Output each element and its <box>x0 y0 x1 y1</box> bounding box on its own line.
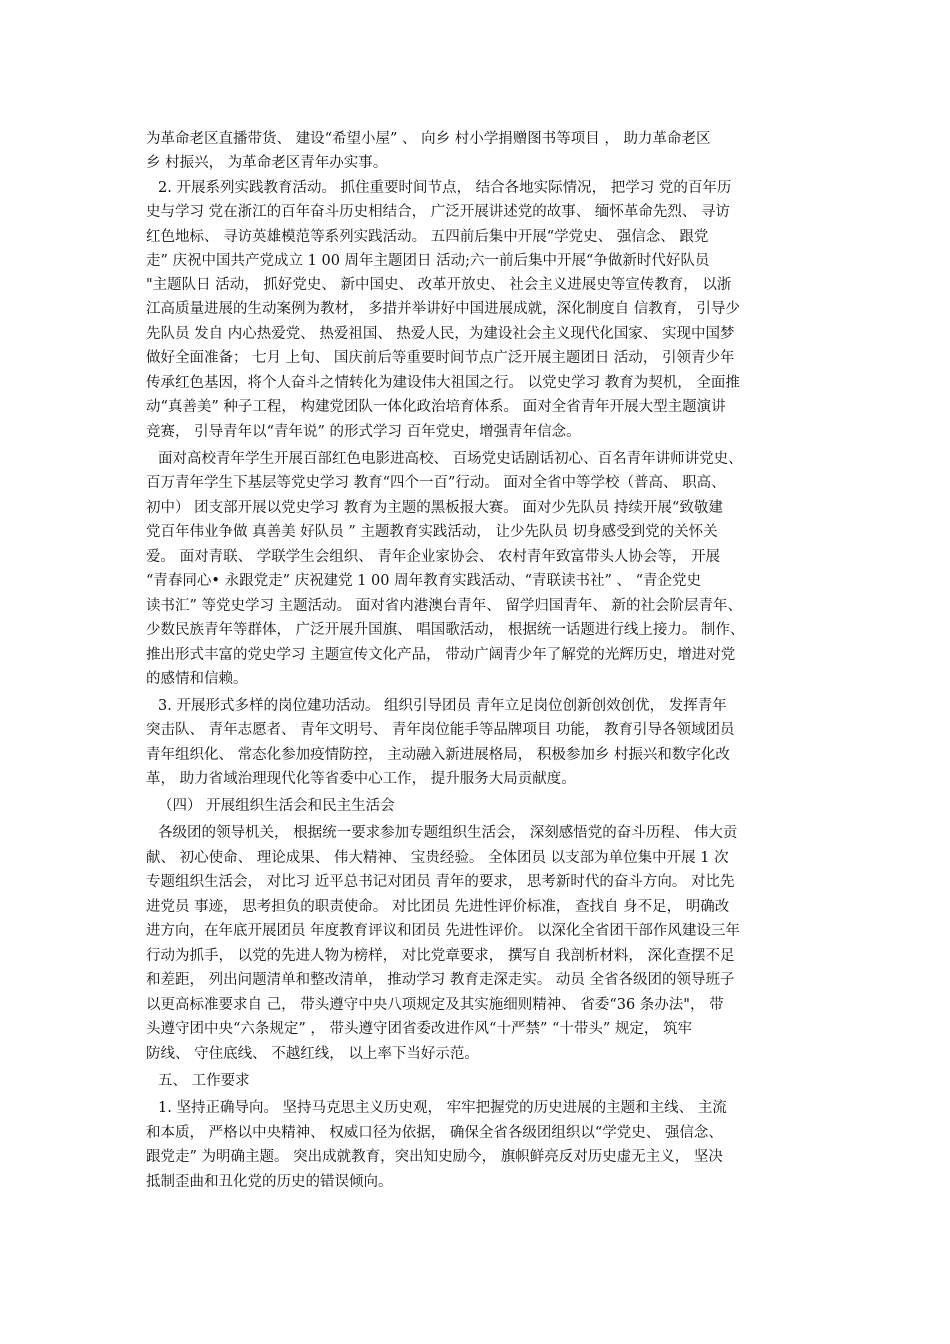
text-line: 史与学习 党在浙江的百年奋斗历史相结合， 广泛开展讲述党的故事、 缅怀革命先烈、 寻访 <box>146 204 730 220</box>
text-line: 3. 开展形式多样的岗位建功活动。 组织引导团员 青年立足岗位创新创效创优， 发挥青年 <box>158 698 727 714</box>
text-line: 以更高标准要求自 己， 带头遵守中央八项规定及其实施细则精神、 省委“36 条办法"， 带 <box>146 997 724 1013</box>
text-line: 2. 开展系列实践教育活动。 抓住重要时间节点， 结合各地实际情况， 把学习 党的百年历 <box>158 180 732 196</box>
section-heading: 五、 工作要求 <box>158 1073 250 1089</box>
text-line: 和本质， 严格以中央精神、 权威口径为依据， 确保全省各级团组织以“学党史、 强信念、 <box>146 1125 723 1141</box>
text-line: 和差距， 列出问题清单和整改清单， 推动学习 教育走深走实。 动员 全省各级团的领导班子 <box>146 972 735 988</box>
text-line: 为革命老区直播带货、 建设“希望小屋” 、 向乡 村小学捐赠图书等项目 ， 助力革命老区 <box>146 131 711 147</box>
text-line: 革， 助力省域治理现代化等省委中心工作， 提升服务大局贡献度。 <box>146 771 576 787</box>
text-line: "主题队日 活动， 抓好党史、 新中国史、 改革开放史、 社会主义进展史等宣传教育， 以浙 <box>146 277 732 293</box>
text-line: 百万青年学生下基层等党史学习 教育“四个一百”行动。 面对全省中等学校（普高、 职高、 <box>146 475 726 491</box>
text-line: 传承红色基因，将个人奋斗之情转化为建设伟大祖国之行。 以党史学习 教育为契机， 全面推 <box>146 375 740 391</box>
text-line: 突击队、 青年志愿者、 青年文明号、 青年岗位能手等品牌项目 功能， 教育引导各领域团员 <box>146 722 735 738</box>
text-line: 行动为抓手， 以党的先进人物为榜样， 对比党章要求， 撰写自 我剖析材料， 深化查摆不足 <box>146 948 735 964</box>
text-line: 进方向，在年底开展团员 年度教育评议和团员 先进性评价。 以深化全省团干部作风建设三年 <box>146 923 740 939</box>
text-line: 走” 庆祝中国共产党成立 1 00 周年主题团日 活动;六一前后集中开展“争做新时代好队员 <box>146 253 710 269</box>
text-line: 爱。 面对青联、 学联学生会组织、 青年企业家协会、 农村青年致富带头人协会等， 开展 <box>146 549 721 565</box>
text-line: 读书汇” 等党史学习 主题活动。 面对省内港澳台青年、 留学归国青年、 新的社会阶层青年、 <box>146 598 742 614</box>
text-line: 竞赛， 引导青年以“青年说” 的形式学习 百年党史，增强青年信念。 <box>146 424 581 440</box>
text-line: 头遵守团中央“六条规定” ， 带头遵守团省委改进作风“十严禁” “十带头” 规定， 筑牢 <box>146 1021 693 1037</box>
text-line: 先队员 发自 内心热爱党、 热爱祖国、 热爱人民，为建设社会主义现代化国家、 实现中国梦 <box>146 326 735 342</box>
text-line: 初中） 团支部开展以党史学习 教育为主题的黑板报大赛。 面对少先队员 持续开展“致敬建 <box>146 500 723 516</box>
text-line: 青年组织化、 常态化参加疫情防控， 主动融入新进展格局， 积极参加乡 村振兴和数字化改 <box>146 747 730 763</box>
text-line: 少数民族青年等群体， 广泛开展升国旗、 唱国歌活动， 根据统一话题进行线上接力。 制作、 <box>146 622 745 638</box>
text-line: 面对高校青年学生开展百部红色电影进高校、 百场党史话剧话初心、百名青年讲师讲党史、 <box>158 451 743 467</box>
text-line: 跟党走” 为明确主题。 突出成就教育，突出知史励今， 旗帜鲜亮反对历史虚无主义， 坚决 <box>146 1149 723 1165</box>
text-line: 1. 坚持正确导向。 坚持马克思主义历史观， 牢牢把握党的历史进展的主题和主线、 主流 <box>158 1100 727 1116</box>
text-line: 江高质量进展的生动案例为教材， 多措并举讲好中国进展成就，深化制度自 信教育， 引导少 <box>146 301 740 317</box>
text-line: 抵制歪曲和丑化党的历史的错误倾向。 <box>146 1174 393 1190</box>
text-line: 防线、 守住底线、 不越红线， 以上率下当好示范。 <box>146 1046 479 1062</box>
text-line: 献、 初心使命、 理论成果、 伟大精神、 宝贵经验。 全体团员 以支部为单位集中开展 1 次 <box>146 850 729 866</box>
text-line: 专题组织生活会， 对比习 近平总书记对团员 青年的要求， 思考新时代的奋斗方向。 对比先 <box>146 874 735 890</box>
text-line: “青春同心• 永跟党走” 庆祝建党 1 00 周年教育实践活动、“青联读书社” 、 “青企党史 <box>146 573 702 589</box>
text-line: 进党员 事迹， 思考担负的职责使命。 对比团员 先进性评价标准， 查找自 身不足， 明确改 <box>146 899 730 915</box>
section-heading: （四） 开展组织生活会和民主生活会 <box>158 798 395 814</box>
text-line: 乡 村振兴， 为革命老区青年办实事。 <box>146 155 388 171</box>
text-line: 推出形式丰富的党史学习 主题宣传文化产品， 带动广阔青少年了解党的光辉历史，增进对党 <box>146 647 736 663</box>
text-line: 的感情和信赖。 <box>146 671 248 687</box>
text-line: 动“真善美” 种子工程， 构建党团队一体化政治培育体系。 面对全省青年开展大型主题演讲 <box>146 399 726 415</box>
text-line: 做好全面准备； 七月 上旬、 国庆前后等重要时间节点广泛开展主题团日 活动， 引领青少年 <box>146 350 735 366</box>
text-line: 各级团的领导机关， 根据统一要求参加专题组织生活会， 深刻感悟党的奋斗历程、 伟大贡 <box>158 825 738 841</box>
text-line: 党百年伟业争做 真善美 好队员 ” 主题教育实践活动， 让少先队员 切身感受到党的关怀关 <box>146 524 718 540</box>
text-line: 红色地标、 寻访英雄模范等系列实践活动。 五四前后集中开展“学党史、 强信念、 跟党 <box>146 229 709 245</box>
